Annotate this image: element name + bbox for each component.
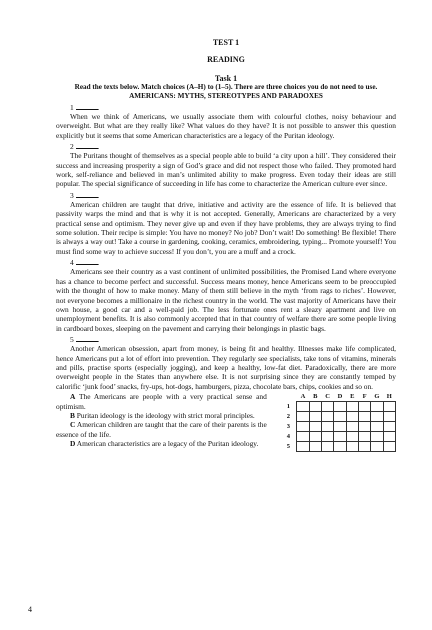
grid-answer-cell[interactable] xyxy=(321,432,333,442)
grid-column-header: D xyxy=(337,393,343,401)
section-4 xyxy=(56,258,396,333)
gap-number: 2 . xyxy=(70,142,100,152)
grid-answer-cell[interactable] xyxy=(358,402,370,412)
grid-answer-cell[interactable] xyxy=(334,432,346,442)
choice-a: A The Americans are people with a very practical sense and optimism. xyxy=(56,392,267,411)
paragraph: Americans see their country as a vast continent of unlimited possibilities, the Promised Land where everyone has a chance to become perfect and successful. Success means money, hence Americans seem to be preoccupied with the thought of how to make money. Many of them still believe in the myth ‘from rags to riches’. However, not everyone becomes a millionaire in the richest country in the world. The vast majority of Americans have their own house, a good car and a well-paid job. The less fortunate ones rent a sleazy apartment and live on unemployment benefits. It is also commonly accepted that in that country of welfare there are some people living in cardboard boxes, sleeping on the pavement and carrying their belongings in plastic bags. xyxy=(56,267,396,333)
grid-column-header: B xyxy=(313,393,318,401)
section-3 xyxy=(56,191,396,256)
grid-answer-cell[interactable] xyxy=(371,442,383,452)
grid-answer-cell[interactable] xyxy=(346,432,358,442)
grid-answer-cell[interactable] xyxy=(371,402,383,412)
grid-answer-cell[interactable] xyxy=(297,442,309,452)
grid-row-number: 4 xyxy=(286,433,291,441)
answer-gap[interactable] xyxy=(76,258,98,265)
paragraph: Another American obsession, apart from money, is being fit and healthy. Illnesses make life complicated, hence Americans put a lot of effort into prevention. They regularly see specialists, take tons of vitamins, minerals and pills, practise sports (especially jogging), and keep a healthy, low-fat diet. Paradoxically, there are more overweight people in the States than anywhere else. It is not surprising since they are constantly temped by calorific ‘junk food’ snacks, fry-ups, hot-dogs, hamburgers, pizza, chocolate bars, chips, cookies and so on. xyxy=(56,344,396,391)
grid-row xyxy=(287,432,396,442)
content xyxy=(56,30,396,452)
paragraph: When we think of Americans, we usually associate them with colourful clothes, noisy behaviour and overweight. But what are they really like? What values do they have? It is not possible to answer this question explicitly but it seems that some American characteristics are a legacy of the Puritan ideology. xyxy=(56,112,396,140)
task-title: Task 1 xyxy=(214,74,238,83)
answer-gap[interactable] xyxy=(76,103,98,110)
grid-row-number: 2 xyxy=(286,413,291,421)
grid-column-header: A xyxy=(300,393,306,401)
grid-row xyxy=(287,422,396,432)
grid-column-header: E xyxy=(350,393,355,401)
grid-answer-cell[interactable] xyxy=(346,442,358,452)
gap-number: 1 . xyxy=(70,103,100,112)
grid-answer-cell[interactable] xyxy=(358,412,370,422)
grid-answer-cell[interactable] xyxy=(321,422,333,432)
grid-answer-cell[interactable] xyxy=(321,442,333,452)
gap-number: 3 . xyxy=(70,190,100,200)
grid-answer-cell[interactable] xyxy=(297,432,309,442)
grid-answer-cell[interactable] xyxy=(297,402,309,412)
grid-answer-cell[interactable] xyxy=(346,402,358,412)
grid-answer-cell[interactable] xyxy=(371,412,383,422)
grid-row xyxy=(287,412,396,422)
grid-column-header: C xyxy=(325,393,330,401)
grid-answer-cell[interactable] xyxy=(358,442,370,452)
grid-row xyxy=(287,442,396,452)
section-1 xyxy=(56,103,396,140)
choices-and-grid xyxy=(56,392,396,452)
choices-list xyxy=(56,392,267,452)
grid-answer-cell[interactable] xyxy=(371,432,383,442)
paragraph: The Puritans thought of themselves as a special people able to build ‘a city upon a hill’. They considered their success and increasing prosperity a sign of God’s grace and did not respect those who failed. They promoted hard work, self-reliance and believed in man’s unlimited ability to make progress. Even today their ideas are still popular. The special significance of succeeding in life has come to characterize the American culture ever since. xyxy=(56,151,396,189)
grid-answer-cell[interactable] xyxy=(358,422,370,432)
gap-number: 4 . xyxy=(70,258,100,268)
grid-answer-cell[interactable] xyxy=(309,402,321,412)
grid-answer-cell[interactable] xyxy=(383,422,395,432)
grid-answer-cell[interactable] xyxy=(346,422,358,432)
grid-answer-cell[interactable] xyxy=(309,442,321,452)
grid-answer-cell[interactable] xyxy=(358,432,370,442)
grid-answer-cell[interactable] xyxy=(383,412,395,422)
grid-answer-cell[interactable] xyxy=(371,422,383,432)
grid-answer-cell[interactable] xyxy=(383,432,395,442)
grid-column-header: G xyxy=(374,393,380,401)
section-5 xyxy=(56,335,396,391)
grid-answer-cell[interactable] xyxy=(321,402,333,412)
answer-grid xyxy=(287,392,396,452)
grid-answer-cell[interactable] xyxy=(309,422,321,432)
grid-answer-cell[interactable] xyxy=(334,402,346,412)
grid-answer-cell[interactable] xyxy=(334,412,346,422)
grid-answer-cell[interactable] xyxy=(297,412,309,422)
section-2 xyxy=(56,142,396,189)
grid-row xyxy=(287,402,396,412)
answer-gap[interactable] xyxy=(76,335,98,342)
grid-answer-cell[interactable] xyxy=(383,442,395,452)
choice-b: B Puritan ideology is the ideology with strict moral principles. xyxy=(70,410,255,420)
grid-answer-cell[interactable] xyxy=(309,432,321,442)
section-title: READING xyxy=(207,55,245,64)
grid-column-header: H xyxy=(386,393,392,401)
grid-answer-cell[interactable] xyxy=(383,402,395,412)
grid-column-header: F xyxy=(362,393,367,401)
page-number: 4 xyxy=(28,605,32,614)
grid-answer-cell[interactable] xyxy=(346,412,358,422)
task-instructions: Read the texts below. Match choices (A–H) to (1–5). There are three choices you do not need to use. xyxy=(74,83,378,91)
grid-row-number: 3 xyxy=(286,423,291,431)
grid-corner xyxy=(287,392,297,402)
test-title: TEST 1 xyxy=(212,38,240,47)
gap-number: 5 . xyxy=(70,335,100,345)
choice-d: D American characteristics are a legacy of the Puritan ideology. xyxy=(70,439,259,449)
answer-grid-table xyxy=(287,392,396,452)
answer-gap[interactable] xyxy=(76,142,98,149)
grid-answer-cell[interactable] xyxy=(321,412,333,422)
grid-row-number: 1 xyxy=(286,403,291,411)
grid-answer-cell[interactable] xyxy=(334,422,346,432)
grid-answer-cell[interactable] xyxy=(297,422,309,432)
grid-answer-cell[interactable] xyxy=(334,442,346,452)
grid-answer-cell[interactable] xyxy=(309,412,321,422)
choice-c: C American children are taught that the care of their parents is the essence of the life. xyxy=(56,420,267,439)
grid-row-number: 5 xyxy=(286,443,291,451)
paragraph: American children are taught that drive, initiative and activity are the essence of life. It is believed that passivity warps the mind and that is why it is not accepted. Generally, Americans are characterized by a very practical sense and optimism. They never give up and even if they have problems, they are always trying to find some solution. Their recipe is simple: You have no money? No job? Don’t wait! Do something! Be flexible! There is always a way out! Take a course in gardening, cooking, ceramics, embroidering, typing... Promote yourself! You must find some way to achieve success! If you don’t, you are a muff and a crock. xyxy=(56,199,396,256)
text-heading: AMERICANS: MYTHS, STEREOTYPES AND PARADOXES xyxy=(129,92,323,100)
answer-gap[interactable] xyxy=(76,191,98,198)
